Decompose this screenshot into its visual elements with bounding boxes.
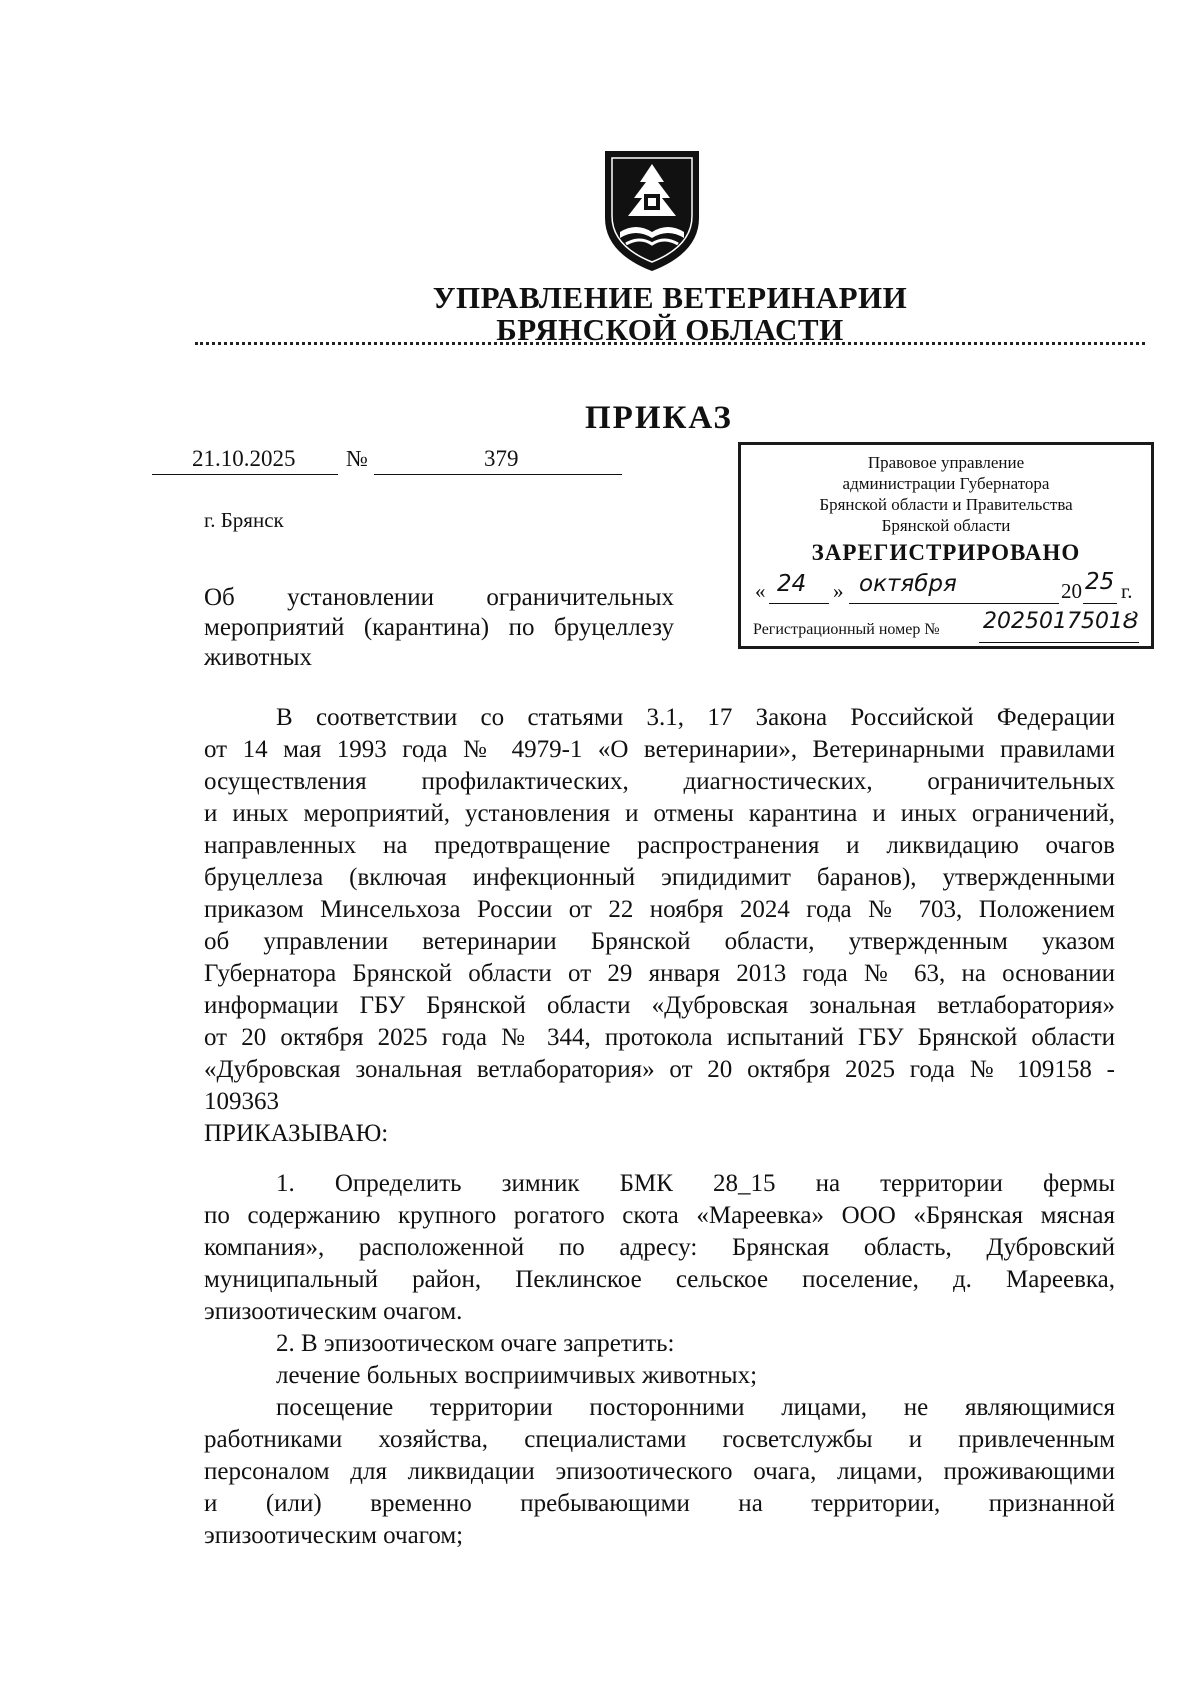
preamble-line: от 20 октября 2025 года № 344, протокола испытаний ГБУ Брянской области — [204, 1024, 1115, 1051]
preamble-line: В соответствии со статьями 3.1, 17 Закона Российской Федерации — [276, 704, 1115, 731]
order-word: ПРИКАЗЫВАЮ: — [204, 1120, 389, 1147]
date-underline — [152, 474, 338, 475]
preamble-line: информации ГБУ Брянской области «Дубровская зональная ветлаборатория» — [204, 992, 1115, 1019]
item-2-point-a: лечение больных восприимчивых животных; — [276, 1362, 758, 1389]
order-date: 21.10.2025 — [192, 446, 296, 471]
stamp-quote-close: » — [833, 579, 844, 603]
item-2-point-b-line: эпизоотическим очагом; — [204, 1522, 464, 1549]
order-subject — [204, 583, 674, 673]
item-1-line: эпизоотическим очагом. — [204, 1298, 463, 1325]
order-city: г. Брянск — [204, 508, 284, 532]
subject-line-1: Об установлении ограничительных — [204, 584, 674, 611]
preamble-line: об управлении ветеринарии Брянской области, утвержденным указом — [204, 928, 1115, 955]
preamble-line: приказом Минсельхоза России от 22 ноября 2024 года № 703, Положением — [204, 896, 1115, 923]
preamble-paragraph — [204, 702, 1115, 1150]
stamp-registered: ЗАРЕГИСТРИРОВАНО — [811, 540, 1081, 565]
org-name-line2: БРЯНСКОЙ ОБЛАСТИ — [496, 312, 844, 347]
preamble-line: от 14 мая 1993 года № 4979-1 «О ветеринарии», Ветеринарными правилами — [204, 736, 1115, 763]
stamp-reg-underline — [979, 642, 1139, 643]
stamp-year-prefix: 20 — [1061, 579, 1082, 603]
stamp-day: 24 — [777, 571, 807, 597]
item-1-line: муниципальный район, Пеклинское сельское поселение, д. Мареевка, — [204, 1266, 1115, 1293]
item-2-point-b-line: работниками хозяйства, специалистами госветслужбы и привлеченным — [204, 1426, 1115, 1453]
number-underline — [374, 474, 622, 475]
preamble-line: и иных мероприятий, установления и отмены карантина и иных ограничений, — [204, 800, 1115, 827]
preamble-line: «Дубровская зональная ветлаборатория» от 20 октября 2025 года № 109158 - — [204, 1056, 1115, 1083]
stamp-year-underline — [1083, 603, 1117, 604]
order-number-label: № — [346, 446, 368, 471]
stamp-year-end: г. — [1121, 579, 1133, 603]
stamp-year-suffix: 25 — [1085, 569, 1115, 595]
preamble-line: 109363 — [204, 1088, 279, 1115]
stamp-line-3: Брянской области и Правительства — [819, 495, 1073, 514]
stamp-line-4: Брянской области — [881, 516, 1011, 535]
subject-line-2: мероприятий (карантина) по бруцеллезу — [204, 614, 674, 641]
order-number: 379 — [484, 446, 519, 471]
registration-stamp — [738, 442, 1154, 649]
preamble-line: осуществления профилактических, диагностических, ограничительных — [204, 768, 1115, 795]
item-1-line: по содержанию крупного рогатого скота «Мареевка» ООО «Брянская мясная — [204, 1202, 1115, 1229]
preamble-line: бруцеллеза (включая инфекционный эпидидимит баранов), утвержденными — [204, 864, 1115, 891]
stamp-month: октября — [859, 571, 957, 597]
item-2-heading: 2. В эпизоотическом очаге запретить: — [276, 1330, 675, 1357]
stamp-day-underline — [769, 603, 829, 604]
preamble-line: направленных на предотвращение распространения и ликвидацию очагов — [204, 832, 1115, 859]
stamp-reg-label: Регистрационный номер № — [753, 621, 940, 638]
item-2-point-b-line: персоналом для ликвидации эпизоотического очага, лицами, проживающими — [204, 1458, 1115, 1485]
item-2-point-b-line: посещение территории посторонними лицами, не являющимися — [276, 1394, 1115, 1421]
header-dotted-divider — [195, 342, 1145, 345]
subject-line-3: животных — [204, 644, 313, 671]
stamp-line-2: администрации Губернатора — [842, 474, 1050, 493]
org-name-line1: УПРАВЛЕНИЕ ВЕТЕРИНАРИИ — [432, 280, 908, 315]
preamble-line: Губернатора Брянской области от 29 января 2013 года № 63, на основании — [204, 960, 1115, 987]
stamp-quote-open: « — [755, 579, 766, 603]
item-2-point-b-line: и (или) временно пребывающими на территории, признанной — [204, 1490, 1115, 1517]
item-1-paragraph — [204, 1168, 1115, 1552]
stamp-reg-number: 2025017501Ȣ — [983, 609, 1139, 634]
item-1-line: компания», расположенной по адресу: Брянская область, Дубровский — [204, 1234, 1115, 1261]
document-title: ПРИКАЗ — [585, 400, 733, 436]
item-1-line: 1. Определить зимник БМК 28_15 на территории фермы — [276, 1170, 1115, 1197]
stamp-line-1: Правовое управление — [867, 453, 1025, 472]
coat-of-arms-emblem — [600, 148, 704, 274]
stamp-month-underline — [849, 603, 1059, 604]
